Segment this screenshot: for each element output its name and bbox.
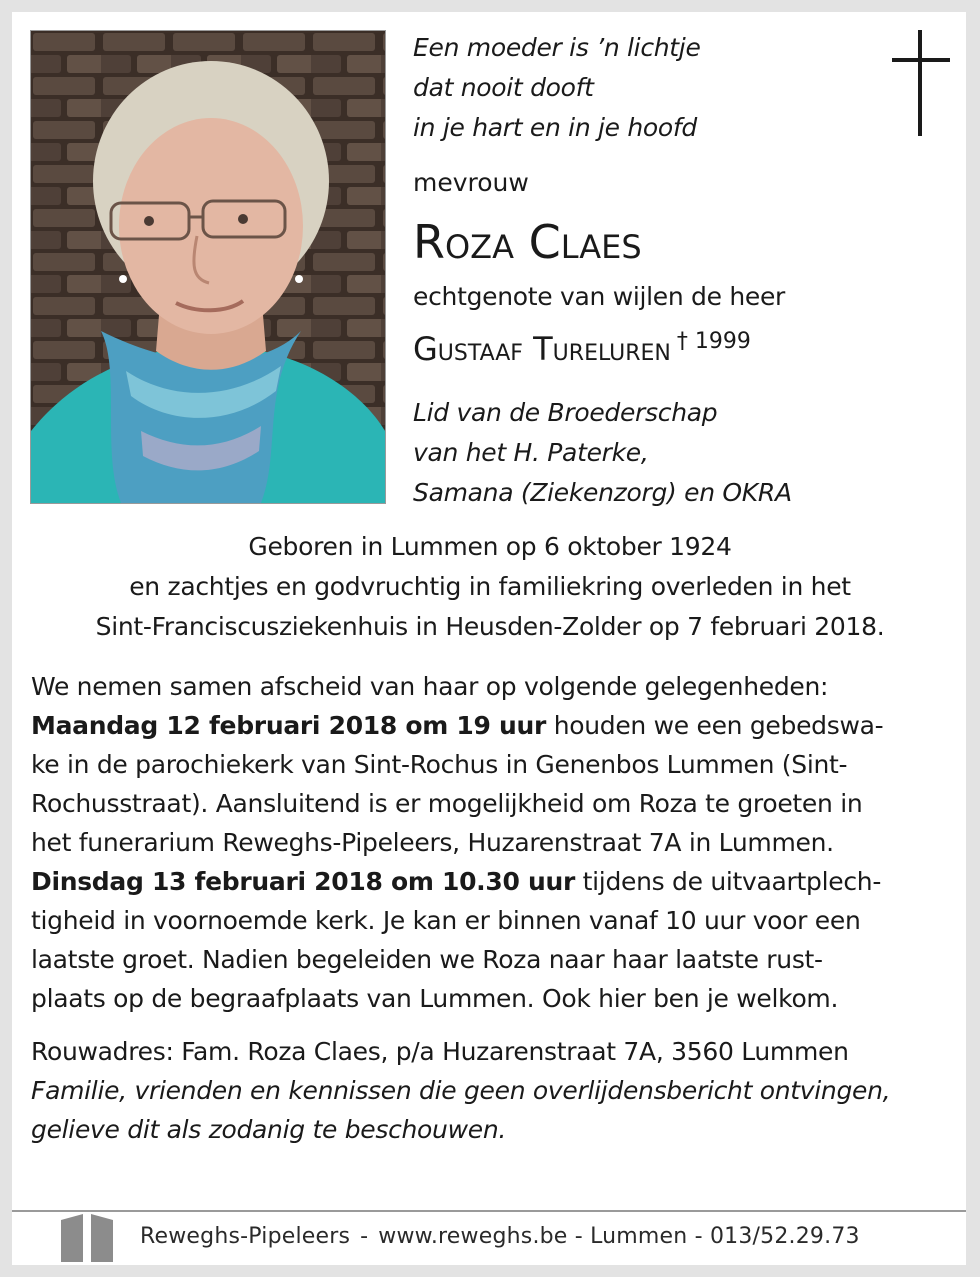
event-1: [31, 706, 951, 745]
footer-contact: [140, 1224, 860, 1249]
spouse-prefix: echtgenote van wijlen de heer: [413, 282, 786, 311]
membership-line: Lid van de Broederschap: [413, 398, 718, 427]
membership: [413, 393, 792, 513]
notice-line: gelieve dit als zodanig te beschouwen.: [31, 1115, 507, 1144]
footer: [12, 1210, 966, 1265]
event-2-date: Dinsdag 13 februari 2018 om 10.30 uur: [31, 867, 576, 896]
born-line: Sint-Franciscusziekenhuis in Heusden-Zolder op 7 februari 2018.: [95, 612, 885, 641]
membership-line: Samana (Ziekenzorg) en OKRA: [413, 478, 792, 507]
spouse-name: Gustaaf Tureluren: [413, 330, 671, 368]
footer-divider: [12, 1210, 966, 1212]
born-line: en zachtjes en godvruchtig in familiekring overleden in het: [129, 572, 851, 601]
born-line: Geboren in Lummen op 6 oktober 1924: [248, 532, 732, 561]
poem-line: dat nooit dooft: [413, 73, 594, 102]
portrait-illustration: [31, 31, 385, 503]
event-2-line: laatste groet. Nadien begeleiden we Roza naar haar laatste rust-: [31, 945, 823, 974]
notice-line: Familie, vrienden en kennissen die geen overlijdensbericht ontvingen,: [31, 1076, 891, 1105]
mourning-address: Rouwadres: Fam. Roza Claes, p/a Huzarenstraat 7A, 3560 Lummen: [31, 1037, 849, 1066]
footer-details: www.reweghs.be - Lummen - 013/52.29.73: [378, 1224, 860, 1249]
funeral-home-logo: [59, 1210, 119, 1262]
event-2-line: plaats op de begraafplaats van Lummen. Ook hier ben je welkom.: [31, 984, 839, 1013]
portrait-photo: [30, 30, 386, 504]
footer-company: Reweghs-Pipeleers: [140, 1224, 351, 1249]
deceased-name: Roza Claes: [413, 215, 642, 269]
event-1-text: houden we een gebedswa-: [546, 711, 884, 740]
event-2-line: tigheid in voornoemde kerk. Je kan er binnen vanaf 10 uur voor een: [31, 906, 861, 935]
poem: [413, 28, 701, 148]
intro-text: We nemen samen afscheid van haar op volgende gelegenheden:: [31, 672, 829, 701]
membership-line: van het H. Paterke,: [413, 438, 649, 467]
poem-line: in je hart en in je hoofd: [413, 113, 697, 142]
poem-line: Een moeder is ’n lichtje: [413, 33, 701, 62]
footer-separator: -: [360, 1224, 369, 1249]
event-1-date: Maandag 12 februari 2018 om 19 uur: [31, 711, 547, 740]
event-2: [31, 862, 951, 901]
birth-death-info: [0, 527, 980, 647]
event-1-line: ke in de parochiekerk van Sint-Rochus in Genenbos Lummen (Sint-: [31, 750, 848, 779]
event-1-line: het funerarium Reweghs-Pipeleers, Huzarenstraat 7A in Lummen.: [31, 828, 834, 857]
cross-icon: [892, 28, 952, 138]
spouse-death-year: † 1999: [676, 329, 751, 354]
event-2-text: tijdens de uitvaartplech-: [575, 867, 882, 896]
ceremony-details: [31, 667, 951, 1149]
spouse-block: [413, 322, 751, 369]
honorific: mevrouw: [413, 168, 529, 197]
event-1-line: Rochusstraat). Aansluitend is er mogelijkheid om Roza te groeten in: [31, 789, 863, 818]
